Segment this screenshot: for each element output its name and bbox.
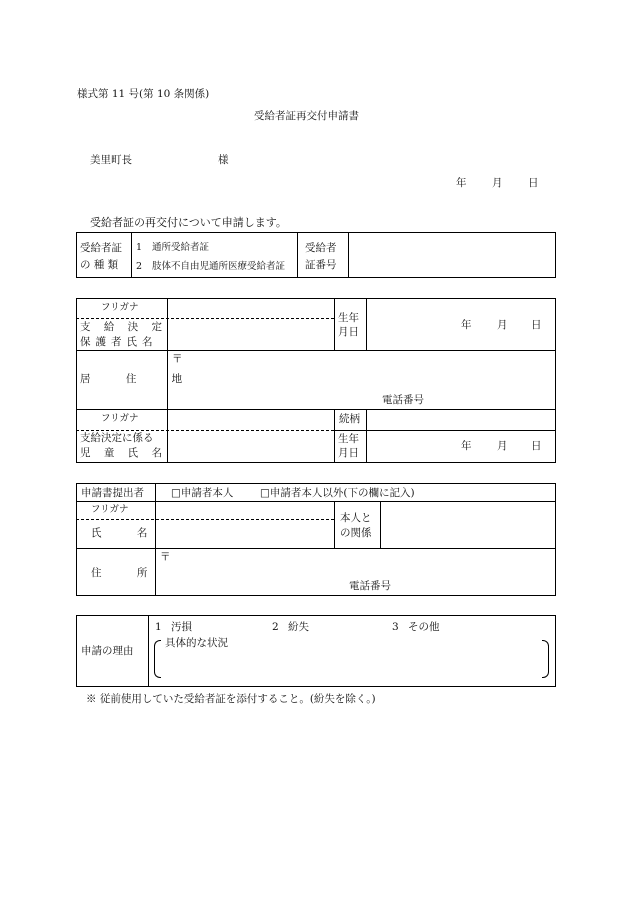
cert-option-2[interactable]: 肢体不自由児通所医療受給者証	[152, 261, 286, 272]
child-label-2: 児 童 氏 名	[80, 447, 168, 459]
cert-number-label-1: 受給者	[305, 242, 337, 254]
right-bracket-icon	[542, 640, 549, 678]
reason-opt2-num: 2	[272, 621, 279, 633]
submitter-name-label: 氏 名	[91, 527, 164, 539]
submitter-label: 申請書提出者	[81, 487, 144, 499]
left-bracket-icon	[154, 640, 161, 678]
submitter-furigana-label: フリガナ	[91, 504, 129, 515]
address-label: 居 住 地	[80, 373, 199, 385]
postal-mark-icon: 〒	[172, 353, 183, 365]
reason-opt1-num: 1	[155, 621, 162, 633]
guardian-furigana-label: フリガナ	[101, 302, 139, 313]
submitter-phone-label: 電話番号	[349, 580, 391, 592]
guardian-label-2: 保護者氏名	[80, 336, 158, 348]
child-birth-year: 年	[461, 440, 472, 452]
guardian-label-1: 支 給 決 定	[80, 321, 168, 333]
guardian-birth-day: 日	[531, 319, 542, 331]
child-birth-label-2: 月日	[338, 447, 359, 459]
date-day-label: 日	[528, 177, 539, 189]
submitter-option-self[interactable]: □申請者本人	[171, 487, 234, 499]
submitter-relation-label-1: 本人と	[340, 512, 372, 524]
cert-type-label-1: 受給者証	[80, 242, 122, 254]
child-birth-label-1: 生年	[338, 433, 359, 445]
submitter-option-other[interactable]: □申請者本人以外(下の欄に記入)	[260, 487, 415, 499]
cert-option-2-num: 2	[136, 261, 143, 272]
addressee-mayor: 美里町長	[90, 154, 132, 166]
guardian-birth-label-1: 生年	[338, 312, 359, 324]
reason-option-other[interactable]: その他	[408, 621, 440, 633]
child-furigana-label: フリガナ	[101, 413, 139, 424]
reason-option-lost[interactable]: 紛失	[288, 621, 309, 633]
date-month-label: 月	[492, 177, 503, 189]
child-birth-day: 日	[531, 440, 542, 452]
reason-option-soiled[interactable]: 汚損	[171, 621, 192, 633]
cert-option-1-num: 1	[136, 242, 143, 253]
relation-label: 続柄	[339, 413, 360, 425]
submitter-postal-mark-icon: 〒	[160, 551, 171, 563]
child-birth-month: 月	[497, 440, 508, 452]
cert-number-label-2: 証番号	[305, 259, 337, 271]
child-label-1: 支給決定に係る	[80, 432, 154, 444]
submitter-table	[76, 483, 556, 596]
guardian-birth-month: 月	[497, 319, 508, 331]
reason-label: 申請の理由	[81, 645, 134, 657]
submitter-address-label: 住 所	[91, 567, 164, 579]
cert-type-label-2: の 種 類	[80, 259, 119, 271]
phone-label: 電話番号	[382, 394, 424, 406]
addressee-honorific: 様	[218, 154, 229, 166]
guardian-birth-year: 年	[461, 319, 472, 331]
reason-opt3-num: 3	[392, 621, 399, 633]
certificate-type-table	[76, 232, 556, 278]
form-number: 様式第 11 号(第 10 条関係)	[77, 88, 210, 100]
attachment-note: ※ 従前使用していた受給者証を添付すること。(紛失を除く。)	[86, 693, 376, 705]
guardian-birth-label-2: 月日	[338, 326, 359, 338]
submitter-relation-label-2: の関係	[340, 527, 372, 539]
cert-option-1[interactable]: 通所受給者証	[152, 242, 210, 253]
intro-text: 受給者証の再交付について申請します。	[90, 216, 287, 229]
reason-details-label: 具体的な状況	[165, 637, 228, 649]
form-title: 受給者証再交付申請書	[254, 110, 359, 122]
date-year-label: 年	[456, 177, 467, 189]
